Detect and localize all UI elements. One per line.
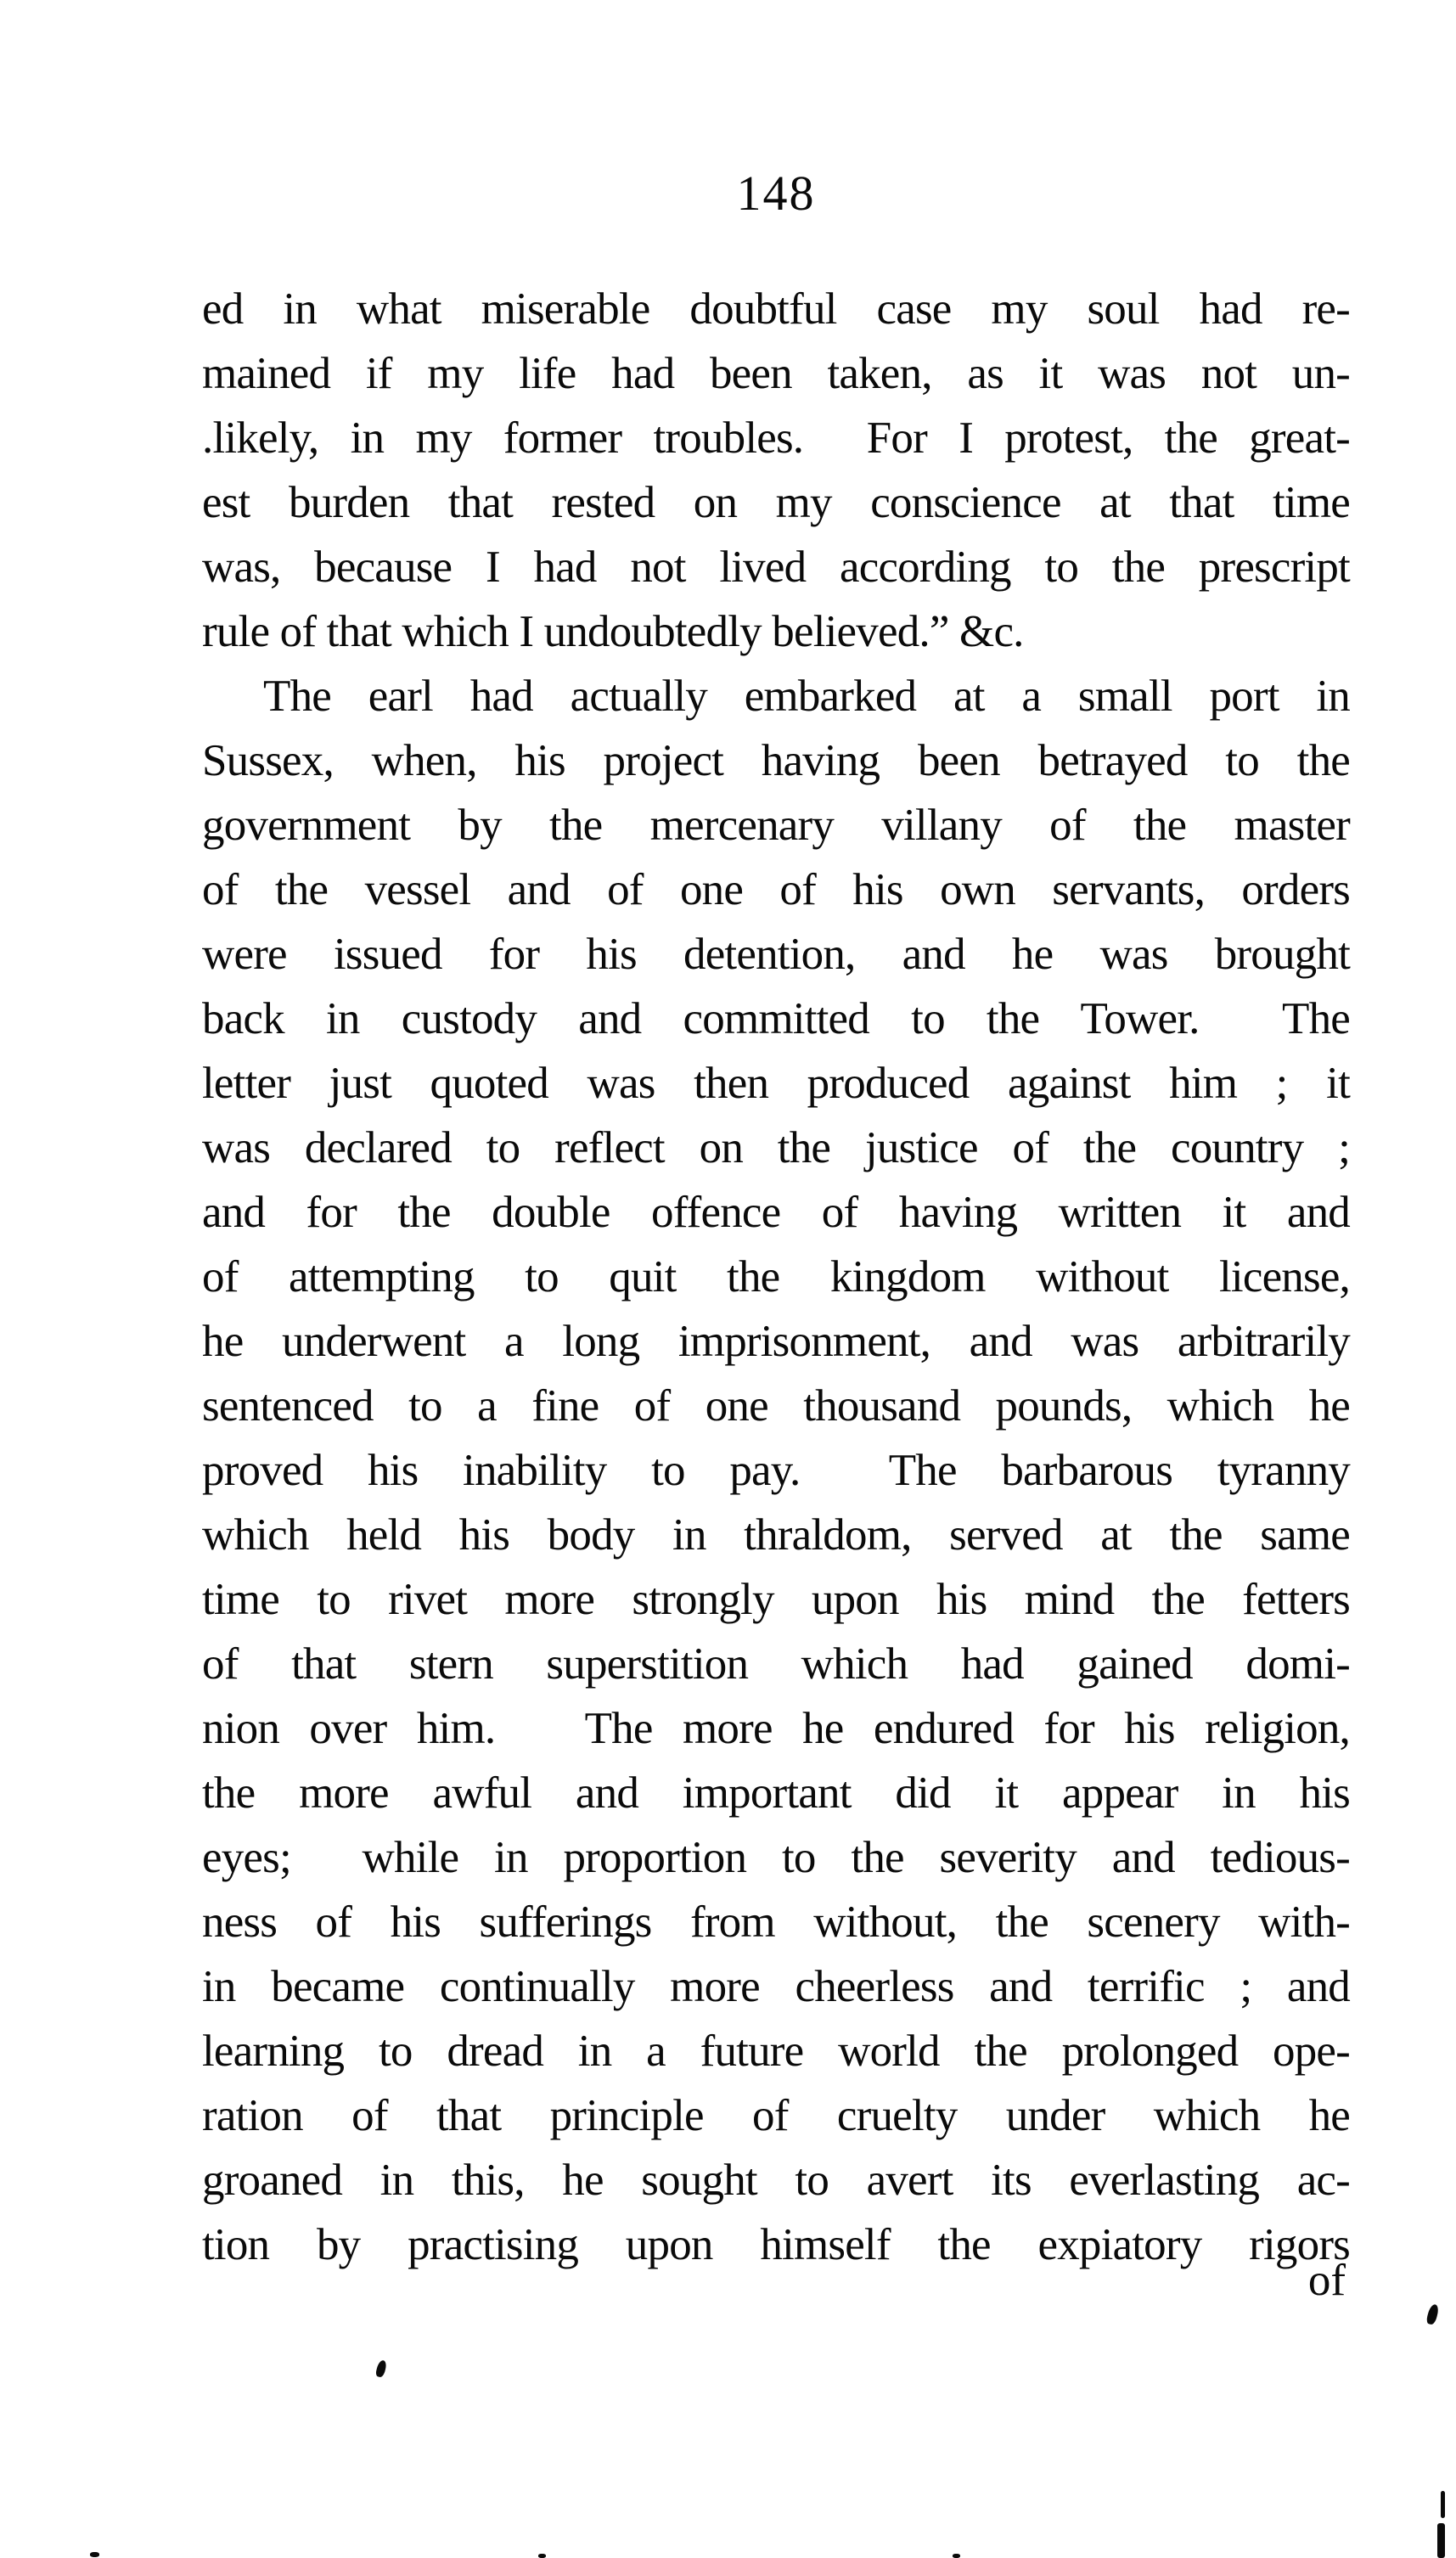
text-line: he underwent a long imprisonment, and was arbitrarily: [202, 1317, 1350, 1366]
ink-mark-streak: [1437, 2523, 1445, 2558]
ink-mark-streak: [1441, 2491, 1445, 2518]
text-line: est burden that rested on my conscience at that time: [202, 478, 1350, 527]
text-line: was declared to reflect on the justice of the country ;: [202, 1123, 1350, 1172]
text-line: ness of his sufferings from without, the scenery with-: [202, 1897, 1350, 1947]
catchword: of: [1307, 2256, 1346, 2305]
text-line: tion by practising upon himself the expiatory rigors: [202, 2220, 1350, 2269]
text-line: which held his body in thraldom, served at the same: [202, 1510, 1350, 1560]
text-line: groaned in this, he sought to avert its everlasting ac-: [202, 2156, 1350, 2205]
text-line: and for the double offence of having written it and: [202, 1188, 1350, 1237]
text-line: Sussex, when, his project having been betrayed to the: [202, 736, 1350, 785]
text-line: the more awful and important did it appear in his: [202, 1768, 1350, 1818]
text-line: in became continually more cheerless and terrific ; and: [202, 1962, 1350, 2011]
text-line: .likely, in my former troubles. For I protest, the great-: [202, 413, 1350, 463]
text-line: ed in what miserable doubtful case my soul had re-: [202, 284, 1350, 334]
text-line: The earl had actually embarked at a small port in: [263, 672, 1350, 721]
text-line: were issued for his detention, and he was brought: [202, 930, 1350, 979]
text-block: [202, 277, 1350, 2277]
text-line: of the vessel and of one of his own servants, orders: [202, 865, 1350, 914]
page-number: 148: [736, 166, 816, 221]
text-line: sentenced to a fine of one thousand pounds, which he: [202, 1381, 1350, 1431]
text-line: proved his inability to pay. The barbarous tyranny: [202, 1446, 1350, 1495]
text-line: was, because I had not lived according to the prescript: [202, 543, 1350, 592]
text-line: government by the mercenary villany of the master: [202, 801, 1350, 850]
text-line: learning to dread in a future world the prolonged ope-: [202, 2027, 1350, 2076]
ink-mark-comma: [1425, 2303, 1439, 2325]
text-line: letter just quoted was then produced against him ; it: [202, 1059, 1350, 1108]
text-line: ration of that principle of cruelty under which he: [202, 2091, 1350, 2140]
ink-mark-speck: [953, 2554, 960, 2558]
text-line: back in custody and committed to the Tower. The: [202, 994, 1350, 1043]
text-line: time to rivet more strongly upon his mind the fetters: [202, 1575, 1350, 1624]
text-line: rule of that which I undoubtedly believed.” &c.: [202, 607, 1024, 656]
text-line: of attempting to quit the kingdom without license,: [202, 1252, 1350, 1301]
text-line: eyes; while in proportion to the severity and tedious-: [202, 1833, 1350, 1882]
text-line: mained if my life had been taken, as it was not un-: [202, 349, 1350, 398]
ink-mark-speck: [538, 2554, 546, 2558]
text-line: of that stern superstition which had gained domi-: [202, 1639, 1350, 1689]
ink-mark-comma: [375, 2359, 388, 2378]
text-line: nion over him. The more he endured for his religion,: [202, 1704, 1350, 1753]
ink-mark-speck: [90, 2552, 99, 2557]
